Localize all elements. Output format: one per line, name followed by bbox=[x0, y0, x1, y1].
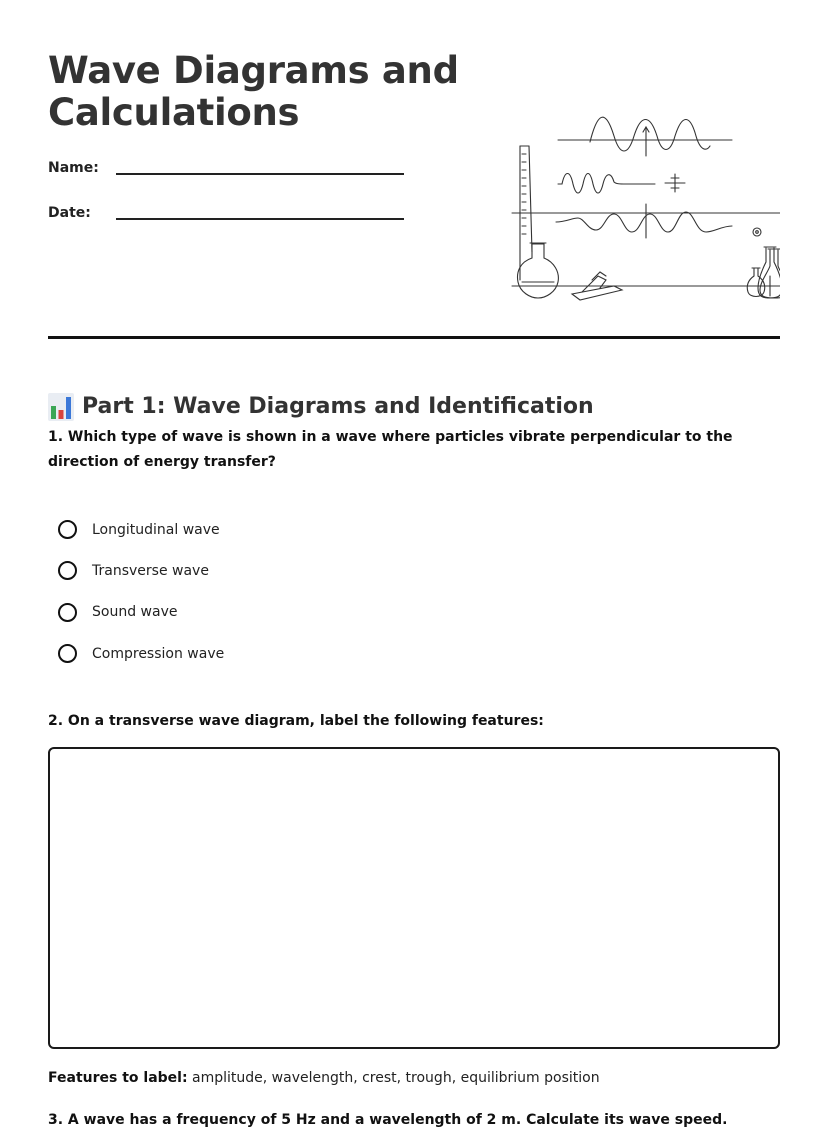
radio-button[interactable] bbox=[58, 520, 77, 539]
radio-button[interactable] bbox=[58, 561, 77, 580]
option-transverse[interactable] bbox=[58, 557, 458, 598]
part1-heading-text: Part 1: Wave Diagrams and Identification bbox=[82, 394, 594, 420]
option-longitudinal[interactable] bbox=[58, 516, 458, 557]
part1-heading bbox=[48, 391, 780, 423]
option-compression[interactable] bbox=[58, 640, 458, 681]
option-label: Longitudinal wave bbox=[92, 521, 220, 538]
header-divider bbox=[48, 336, 780, 339]
radio-button[interactable] bbox=[58, 603, 77, 622]
option-label: Compression wave bbox=[92, 645, 225, 662]
worksheet-page bbox=[48, 0, 780, 1128]
option-label: Sound wave bbox=[92, 604, 178, 621]
name-field[interactable] bbox=[48, 160, 408, 180]
option-sound[interactable] bbox=[58, 599, 458, 640]
name-line[interactable] bbox=[116, 173, 404, 175]
date-label: Date: bbox=[48, 205, 91, 221]
question-1-text: 1. Which type of wave is shown in a wave where particles vibrate perpendicular to the direction of energy transfer? bbox=[48, 429, 733, 470]
features-to-label bbox=[48, 1067, 780, 1089]
radio-button[interactable] bbox=[58, 644, 77, 663]
features-label: Features to label: bbox=[48, 1070, 188, 1086]
page-title: Wave Diagrams and Calculations bbox=[48, 49, 459, 134]
date-field[interactable] bbox=[48, 205, 408, 225]
option-label: Transverse wave bbox=[92, 562, 209, 579]
features-list: amplitude, wavelength, crest, trough, equilibrium position bbox=[187, 1070, 600, 1086]
question-1-options bbox=[58, 516, 458, 681]
bar-chart-icon bbox=[48, 393, 74, 421]
question-3-text: 3. A wave has a frequency of 5 Hz and a wavelength of 2 m. Calculate its wave speed. bbox=[48, 1112, 728, 1128]
date-line[interactable] bbox=[116, 218, 404, 220]
diagram-drawing-area[interactable] bbox=[48, 747, 780, 1049]
name-label: Name: bbox=[48, 160, 99, 176]
question-2-text: 2. On a transverse wave diagram, label the following features: bbox=[48, 713, 544, 729]
lab-waves-illustration-icon bbox=[510, 112, 780, 308]
